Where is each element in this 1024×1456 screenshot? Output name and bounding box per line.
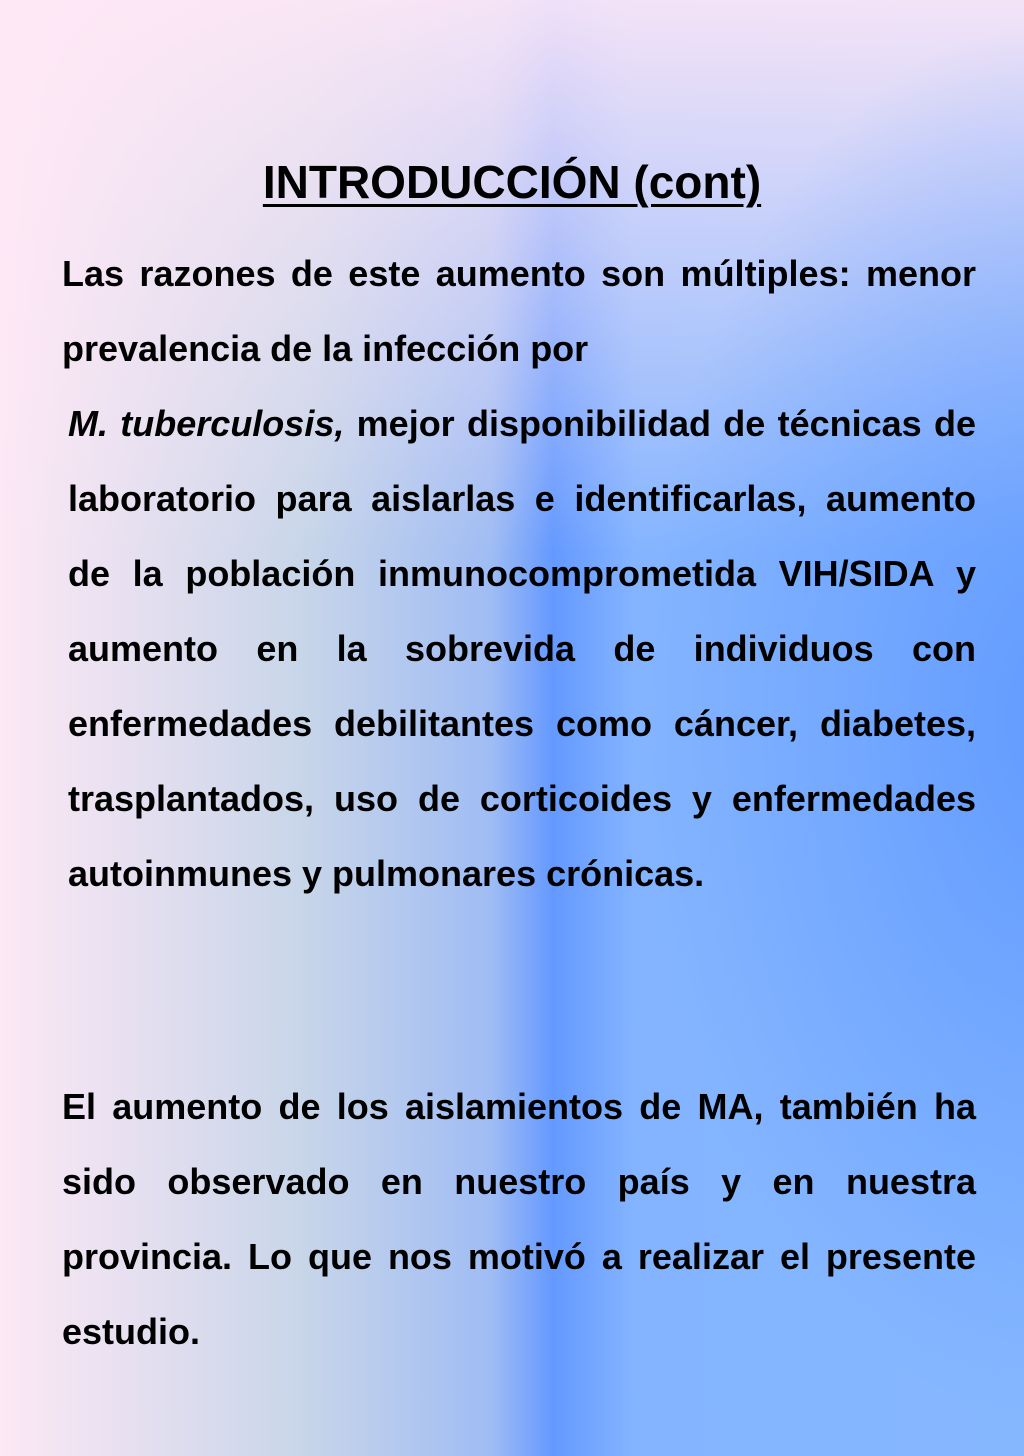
- paragraph-2: [62, 1069, 976, 1369]
- page-title-text: INTRODUCCIÓN (cont): [262, 156, 762, 208]
- paragraph-1-italic-species: M. tuberculosis,: [68, 403, 345, 444]
- paragraph-2-text: El aumento de los aislamientos de MA, también ha sido observado en nuestro país y en nuestra provincia. Lo que nos motivó a realizar el presente estudio.: [62, 1086, 976, 1352]
- paragraph-1-text-before: Las razones de este aumento son múltiples: menor prevalencia de la infección por: [62, 253, 976, 369]
- paragraph-1: [62, 236, 977, 911]
- page-title: [0, 150, 1024, 214]
- paragraph-1-text-after: mejor disponibilidad de técnicas de laboratorio para aislarlas e identificarlas, aumento de la población inmunocomprometida VIH/SIDA y aumento en la sobrevida de individuos con enfermedades debilitantes como cáncer, diabetes, trasplantados, uso de corticoides y enfermedades autoinmunes y pulmonares crónicas.: [68, 403, 977, 894]
